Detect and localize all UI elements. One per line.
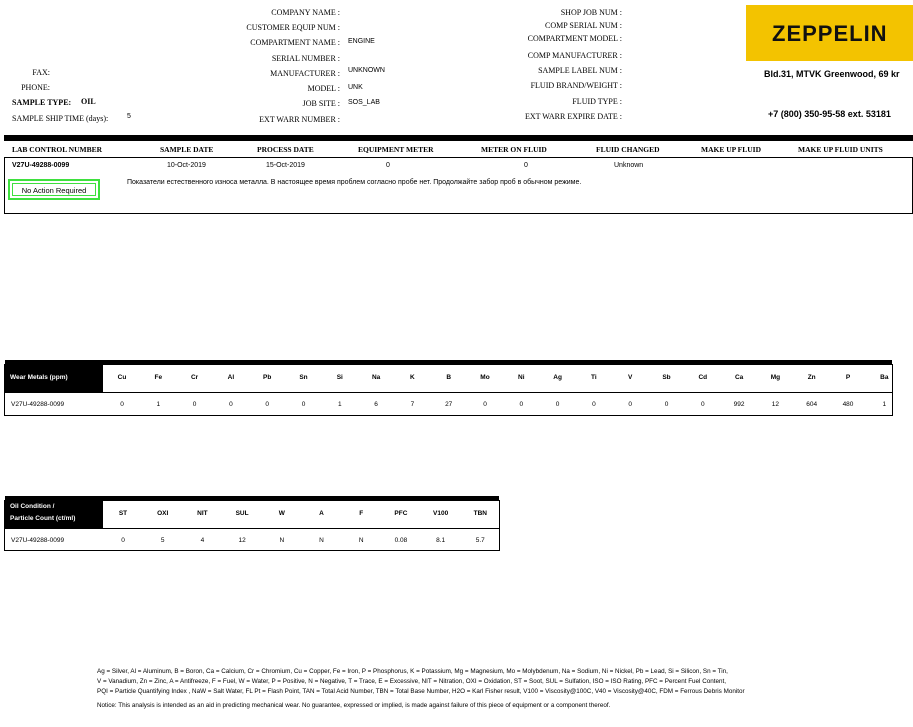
oil-col-w: W	[278, 510, 285, 517]
oil-value-sul: 12	[238, 537, 246, 544]
compartment-name-value: ENGINE	[348, 38, 375, 45]
wear-value-mo: 0	[483, 401, 487, 408]
fluid-brand-label: FLUID BRAND/WEIGHT :	[530, 81, 622, 90]
sample-label-label: SAMPLE LABEL NUM :	[538, 66, 622, 75]
oil-value-a: N	[319, 537, 324, 544]
oil-col-nit: NIT	[197, 510, 208, 517]
equipment-meter-value: 0	[386, 162, 390, 169]
wear-col-sn: Sn	[299, 374, 308, 381]
oil-value-oxi: 5	[160, 537, 165, 544]
sample-type-label: SAMPLE TYPE:	[12, 98, 72, 107]
ext-warr-expire-label: EXT WARR EXPIRE DATE :	[524, 112, 622, 121]
wear-value-cu: 0	[120, 401, 124, 408]
col-lab-control-number: LAB CONTROL NUMBER	[12, 145, 103, 154]
wear-value-na: 6	[374, 401, 378, 408]
header-separator	[4, 135, 913, 141]
company-phone: +7 (800) 350-95-58 ext. 53181	[768, 109, 891, 119]
wear-col-cr: Cr	[190, 374, 199, 381]
oil-title-line2: Particle Count (ct/ml)	[10, 515, 76, 522]
wear-value-al: 0	[229, 401, 233, 408]
notice-text: Notice: This analysis is intended as an aid in predicting mechanical wear. No guarantee, expressed or implied, is made against failure of this piece of equipment or a component thereof.	[97, 702, 611, 709]
wear-col-ni: Ni	[518, 374, 525, 381]
wear-value-ba: 1	[882, 401, 887, 408]
wear-value-k: 7	[410, 401, 415, 408]
zeppelin-logo	[746, 5, 913, 61]
legend-line-3: PQI = Particle Quantifying Index , NaW = Salt Water, FL Pt = Flash Point, TAN = Total Acid Number, TBN = Total Base Number, H2O = Karl Fisher result, V100 = Viscosity@100C, V40 = Viscosity@40C, FDM = Ferrous Debris Monitor	[97, 688, 745, 695]
wear-col-mo: Mo	[480, 374, 490, 381]
wear-col-p: P	[845, 374, 851, 381]
col-meter-on-fluid: METER ON FLUID	[481, 145, 547, 154]
action-status-box	[8, 179, 100, 200]
col-sample-date: SAMPLE DATE	[160, 145, 214, 154]
oil-col-sul: SUL	[235, 510, 249, 517]
logo-text: ZEPPELIN	[772, 21, 888, 46]
wear-col-cu: Cu	[117, 374, 127, 381]
wear-col-ba: Ba	[880, 374, 889, 381]
oil-col-tbn: TBN	[473, 510, 487, 517]
wear-col-k: K	[410, 374, 415, 381]
oil-col-st: ST	[118, 510, 128, 517]
sample-table-header	[4, 142, 913, 158]
oil-row-label: V27U-49288-0099	[11, 537, 65, 544]
legend-line-2: V = Vanadium, Zn = Zinc, A = Antifreeze, F = Fuel, W = Water, P = Positive, N = Negative, T = Trace, E = Excessive, NIT = Nitration, OXI = Oxidation, ST = Soot, SUL = Sulfation, ISO = ISO Rating, PFC = Percent Fuel Content,	[97, 678, 726, 685]
shop-job-label: SHOP JOB NUM :	[560, 8, 622, 17]
wear-value-mg: 12	[771, 401, 779, 408]
oil-condition-table	[4, 500, 500, 551]
wear-table-top-bar	[5, 360, 892, 365]
wear-value-cd: 0	[700, 401, 705, 408]
wear-col-sb: Sb	[662, 374, 671, 381]
col-process-date: PROCESS DATE	[257, 145, 314, 154]
wear-value-ag: 0	[555, 401, 560, 408]
comp-manufacturer-label: COMP MANUFACTURER :	[527, 51, 622, 60]
oil-header-rule	[5, 528, 499, 529]
wear-col-si: Si	[336, 374, 343, 381]
compartment-model-label: COMPARTMENT MODEL :	[527, 34, 622, 43]
fluid-changed-value: Unknown	[614, 162, 644, 169]
col-make-up-fluid: MAKE UP FLUID	[701, 145, 761, 154]
wear-col-cd: Cd	[698, 374, 708, 381]
oil-value-nit: 4	[200, 537, 205, 544]
wear-col-ca: Ca	[734, 374, 744, 381]
oil-col-a: A	[319, 510, 324, 517]
wear-value-sb: 0	[664, 401, 669, 408]
wear-col-b: B	[446, 374, 452, 381]
wear-value-fe: 1	[156, 401, 161, 408]
process-date: 15-Oct-2019	[266, 162, 305, 169]
manufacturer-value: UNKNOWN	[348, 67, 385, 74]
job-site-label: JOB SITE :	[302, 99, 340, 108]
compartment-name-label: COMPARTMENT NAME :	[250, 38, 340, 47]
wear-metals-table	[4, 364, 893, 416]
job-site-value: SOS_LAB	[348, 99, 380, 106]
oil-value-w: N	[279, 537, 285, 544]
oil-col-f: F	[359, 510, 364, 517]
wear-col-na: Na	[371, 374, 381, 381]
wear-header-rule	[5, 392, 892, 393]
customer-equip-label: CUSTOMER EQUIP NUM :	[246, 23, 340, 32]
col-fluid-changed: FLUID CHANGED	[596, 145, 660, 154]
phone-label: PHONE:	[21, 83, 50, 92]
sample-ship-time-value: 5	[127, 113, 131, 120]
oil-title-cell	[5, 501, 103, 528]
oil-col-v100: V100	[433, 510, 449, 517]
wear-value-si: 1	[337, 401, 342, 408]
wear-value-cr: 0	[192, 401, 197, 408]
sample-lab-control: V27U-49288-0099	[12, 162, 70, 169]
wear-col-zn: Zn	[807, 374, 816, 381]
ext-warr-number-label: EXT WARR NUMBER :	[259, 115, 340, 124]
wear-col-mg: Mg	[770, 374, 781, 381]
wear-value-zn: 604	[806, 401, 818, 408]
col-equipment-meter: EQUIPMENT METER	[358, 145, 434, 154]
wear-value-ti: 0	[592, 401, 596, 408]
company-address: Bld.31, MTVK Greenwood, 69 kr	[764, 69, 900, 79]
sample-ship-time-label: SAMPLE SHIP TIME (days):	[12, 114, 109, 123]
evaluation-comment: Показатели естественного износа металла. В настоящее время проблем согласно пробе нет. Продолжайте забор проб в обычном режиме.	[127, 179, 582, 186]
sample-table-body	[4, 158, 913, 214]
wear-value-v: 0	[628, 401, 632, 408]
wear-col-fe: Fe	[154, 374, 163, 381]
fax-label: FAX:	[32, 68, 50, 77]
wear-value-sn: 0	[301, 401, 306, 408]
wear-value-b: 27	[445, 401, 453, 408]
oil-value-v100: 8.1	[436, 537, 446, 544]
oil-col-pfc: PFC	[394, 510, 408, 517]
oil-col-oxi: OXI	[157, 510, 169, 517]
wear-title: Wear Metals (ppm)	[10, 374, 68, 381]
wear-value-ni: 0	[519, 401, 524, 408]
oil-value-f: N	[358, 537, 364, 544]
sample-date: 10-Oct-2019	[167, 162, 206, 169]
oil-title-line1: Oil Condition /	[10, 503, 55, 510]
wear-col-ti: Ti	[591, 374, 597, 381]
wear-title-cell	[5, 365, 103, 392]
oil-value-tbn: 5.7	[475, 537, 485, 544]
oil-value-pfc: 0.08	[394, 537, 408, 544]
legend-line-1: Ag = Silver, Al = Aluminum, B = Boron, Ca = Calcium, Cr = Chromium, Cu = Copper, Fe = Iron, P = Phosphorus, K = Potassium, Mg = Magnesium, Mo = Molybdenum, Na = Sodium, Ni = Nickel, Pb = Lead, Si = Silicon, Sn = Tin,	[97, 668, 728, 675]
wear-value-p: 480	[842, 401, 854, 408]
oil-value-st: 0	[121, 537, 125, 544]
wear-value-ca: 992	[733, 401, 745, 408]
wear-value-pb: 0	[265, 401, 269, 408]
comp-serial-label: COMP SERIAL NUM :	[545, 21, 622, 30]
serial-number-label: SERIAL NUMBER :	[271, 54, 340, 63]
wear-col-pb: Pb	[263, 374, 272, 381]
model-label: MODEL :	[307, 84, 340, 93]
fluid-type-label: FLUID TYPE :	[572, 97, 622, 106]
wear-col-al: Al	[227, 374, 235, 381]
wear-col-v: V	[628, 374, 633, 381]
wear-col-ag: Ag	[553, 374, 562, 381]
manufacturer-label: MANUFACTURER :	[270, 69, 340, 78]
company-name-label: COMPANY NAME :	[271, 8, 340, 17]
col-make-up-fluid-units: MAKE UP FLUID UNITS	[798, 145, 883, 154]
meter-on-fluid-value: 0	[524, 162, 528, 169]
wear-row-label: V27U-49288-0099	[11, 401, 65, 408]
sample-type-value: OIL	[81, 97, 96, 106]
action-status: No Action Required	[12, 183, 96, 196]
model-value: UNK	[348, 84, 363, 91]
